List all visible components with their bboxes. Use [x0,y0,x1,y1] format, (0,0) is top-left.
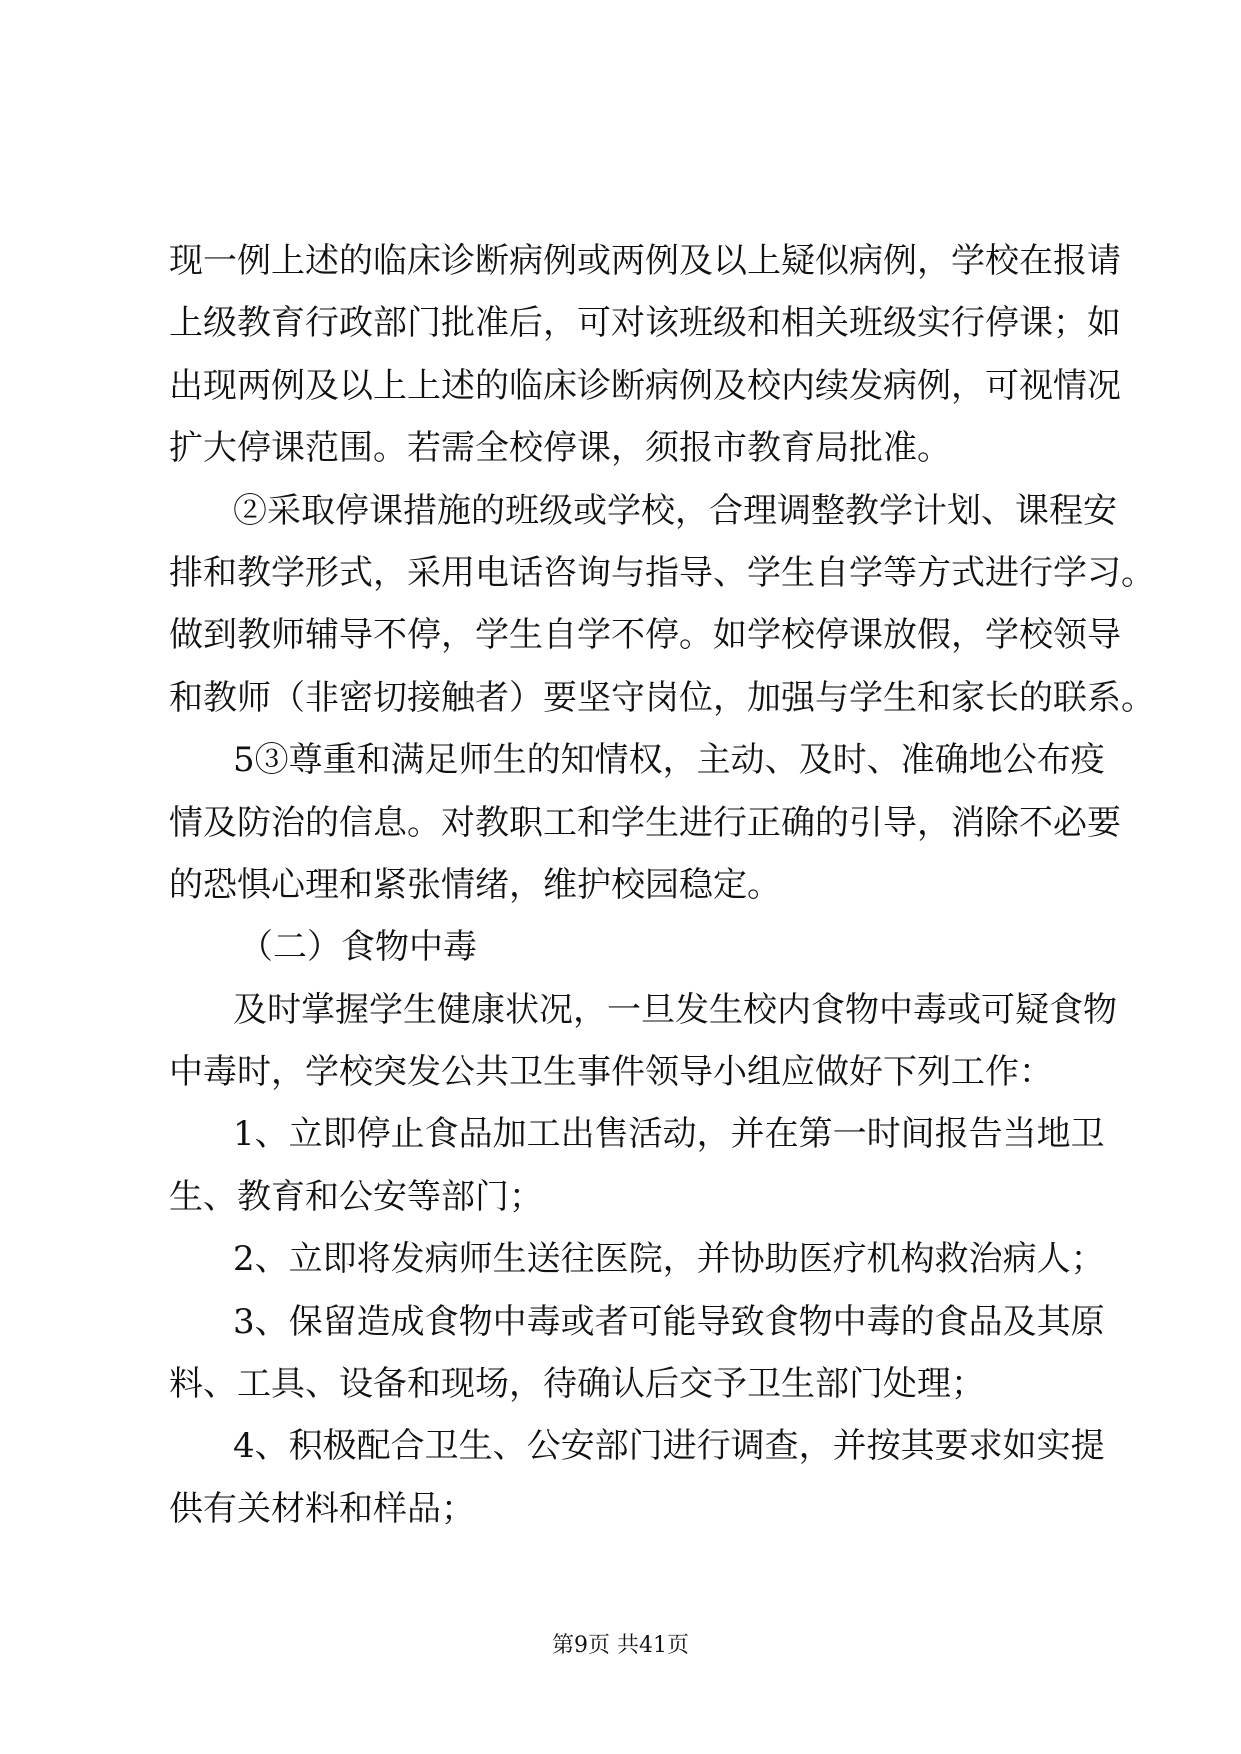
paragraph-line: 扩大停课范围。若需全校停课，须报市教育局批准。 [169,428,951,469]
page-footer: 第9页 共41页 [552,1633,689,1658]
paragraph-line: ②采取停课措施的班级或学校，合理调整教学计划、课程安 [233,490,1117,531]
paragraph-line: 的恐惧心理和紧张情绪，维护校园稳定。 [169,864,781,905]
paragraph-line: 中毒时，学校突发公共卫生事件领导小组应做好下列工作： [169,1052,1053,1093]
paragraph-line: 1、立即停止食品加工出售活动，并在第一时间报告当地卫 [233,1114,1105,1155]
paragraph-line: 排和教学形式，采用电话咨询与指导、学生自学等方式进行学习。 [169,552,1155,593]
paragraph-line: 供有关材料和样品； [169,1488,475,1529]
paragraph-line: 3、保留造成食物中毒或者可能导致食物中毒的食品及其原 [233,1301,1105,1342]
paragraph-line: 做到教师辅导不停，学生自学不停。如学校停课放假，学校领导 [169,615,1121,656]
paragraph-line: 和教师（非密切接触者）要坚守岗位，加强与学生和家长的联系。 [169,677,1155,718]
paragraph-line: 4、积极配合卫生、公安部门进行调查，并按其要求如实提 [233,1426,1105,1467]
paragraph-line: 生、教育和公安等部门； [169,1176,543,1217]
document-body [169,230,1155,1540]
paragraph-line: 2、立即将发病师生送往医院，并协助医疗机构救治病人； [233,1239,1105,1280]
paragraph-line: 出现两例及以上上述的临床诊断病例及校内续发病例，可视情况 [169,365,1121,406]
paragraph-line: 料、工具、设备和现场，待确认后交予卫生部门处理； [169,1364,985,1405]
paragraph-line: 5③尊重和满足师生的知情权，主动、及时、准确地公布疫 [233,740,1105,781]
paragraph-line: 情及防治的信息。对教职工和学生进行正确的引导，消除不必要 [169,802,1121,843]
paragraph-line: 现一例上述的临床诊断病例或两例及以上疑似病例，学校在报请 [169,241,1121,281]
section-heading: （二）食物中毒 [239,927,477,968]
paragraph-line: 及时掌握学生健康状况，一旦发生校内食物中毒或可疑食物 [233,989,1117,1030]
paragraph-line: 上级教育行政部门批准后，可对该班级和相关班级实行停课；如 [169,303,1121,344]
